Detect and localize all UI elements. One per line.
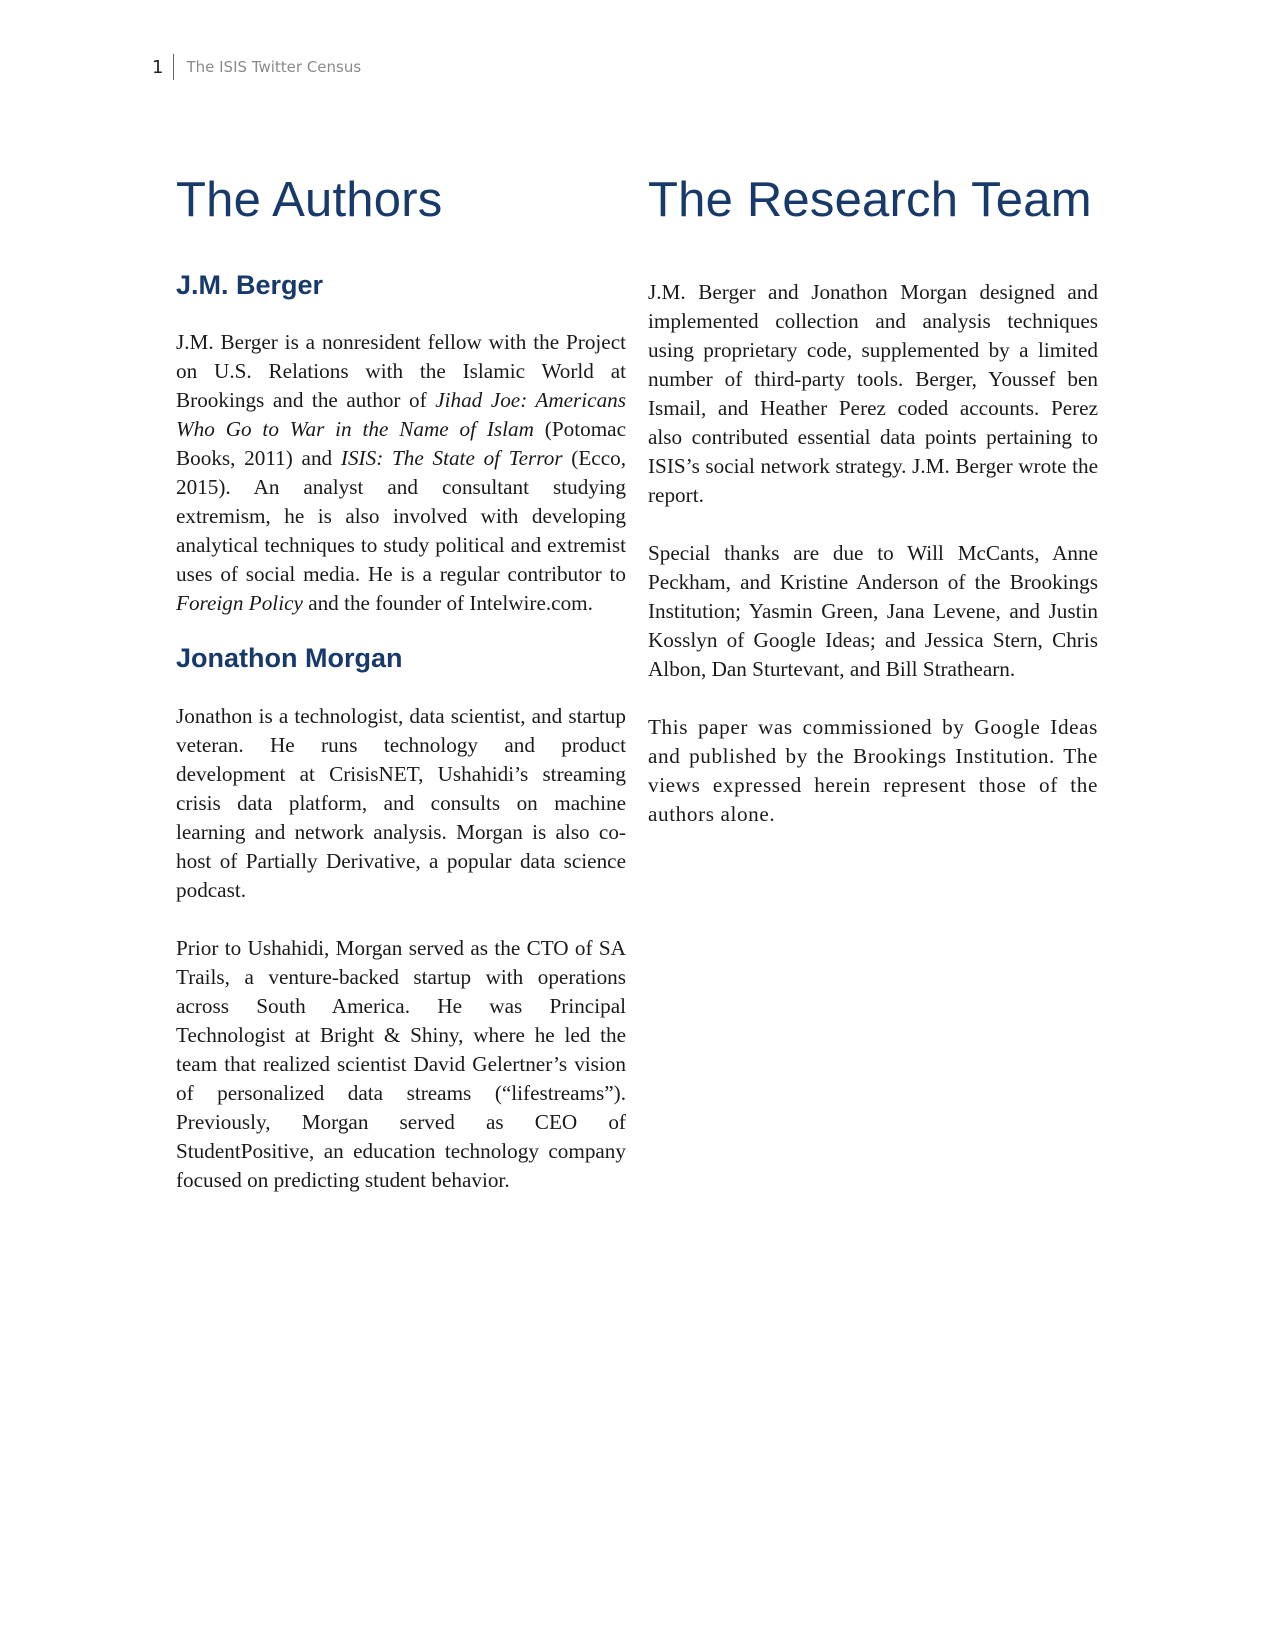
berger-bio-part-3: (Ecco, 2015). An analyst and consultant studying extremism, he is also involved with developing analytical techniques to study political and extremist uses of social media. He is a regular contributor to <box>176 446 627 586</box>
berger-bio-part-1: J.M. Berger is a nonresident fellow with the Project on U.S. Relations with the Islamic World at Brookings and the author of <box>176 330 626 412</box>
author-name-morgan: Jonathon Morgan <box>176 643 403 673</box>
research-team-paragraph-1: J.M. Berger and Jonathon Morgan designed and implemented collection and analysis techniques using proprietary code, supplemented by a limited number of third-party tools. Berger, Youssef ben Ismail, and Heather Perez coded accounts. Perez also contributed essential data points pertaining to ISIS’s social network strategy. J.M. Berger wrote the report. <box>648 280 1098 507</box>
authors-column <box>176 172 626 1195</box>
page-number: 1 <box>152 56 164 78</box>
berger-bio-part-2: (Potomac Books, 2011) and <box>176 417 626 470</box>
author-name-berger: J.M. Berger <box>176 270 324 300</box>
research-team-paragraph-3: This paper was commissioned by Google Ideas and published by the Brookings Institution. The views expressed herein represent those of the authors alone. <box>648 715 1098 826</box>
authors-title: The Authors <box>176 173 443 227</box>
berger-book-1: Jihad Joe: Americans Who Go to War in the Name of Islam <box>176 388 627 441</box>
research-team-title: The Research Team <box>648 173 1092 227</box>
header-divider <box>173 54 174 80</box>
morgan-bio-2: Prior to Ushahidi, Morgan served as the CTO of SA Trails, a venture-backed startup with operations across South America. He was Principal Technologist at Bright & Shiny, where he led the team that realized scientist David Gelertner’s vision of personalized data streams (“lifestreams”). Previously, Morgan served as CEO of StudentPositive, an education technology company focused on predicting student behavior. <box>176 936 626 1192</box>
berger-bio-part-4: and the founder of Intelwire.com. <box>302 591 593 615</box>
research-team-column <box>648 172 1098 829</box>
berger-magazine: Foreign Policy <box>176 591 303 615</box>
page-header <box>152 54 361 80</box>
berger-book-2: ISIS: The State of Terror <box>340 446 563 470</box>
berger-bio <box>176 328 626 618</box>
research-team-paragraph-2: Special thanks are due to Will McCants, Anne Peckham, and Kristine Anderson of the Brookings Institution; Yasmin Green, Jana Levene, and Justin Kosslyn of Google Ideas; and Jessica Stern, Chris Albon, Dan Sturtevant, and Bill Strathearn. <box>648 541 1098 681</box>
running-title: The ISIS Twitter Census <box>186 58 362 76</box>
morgan-bio-1: Jonathon is a technologist, data scientist, and startup veteran. He runs technology and product development at CrisisNET, Ushahidi’s streaming crisis data platform, and consults on machine learning and network analysis. Morgan is also co-host of Partially Derivative, a popular data science podcast. <box>176 704 626 902</box>
